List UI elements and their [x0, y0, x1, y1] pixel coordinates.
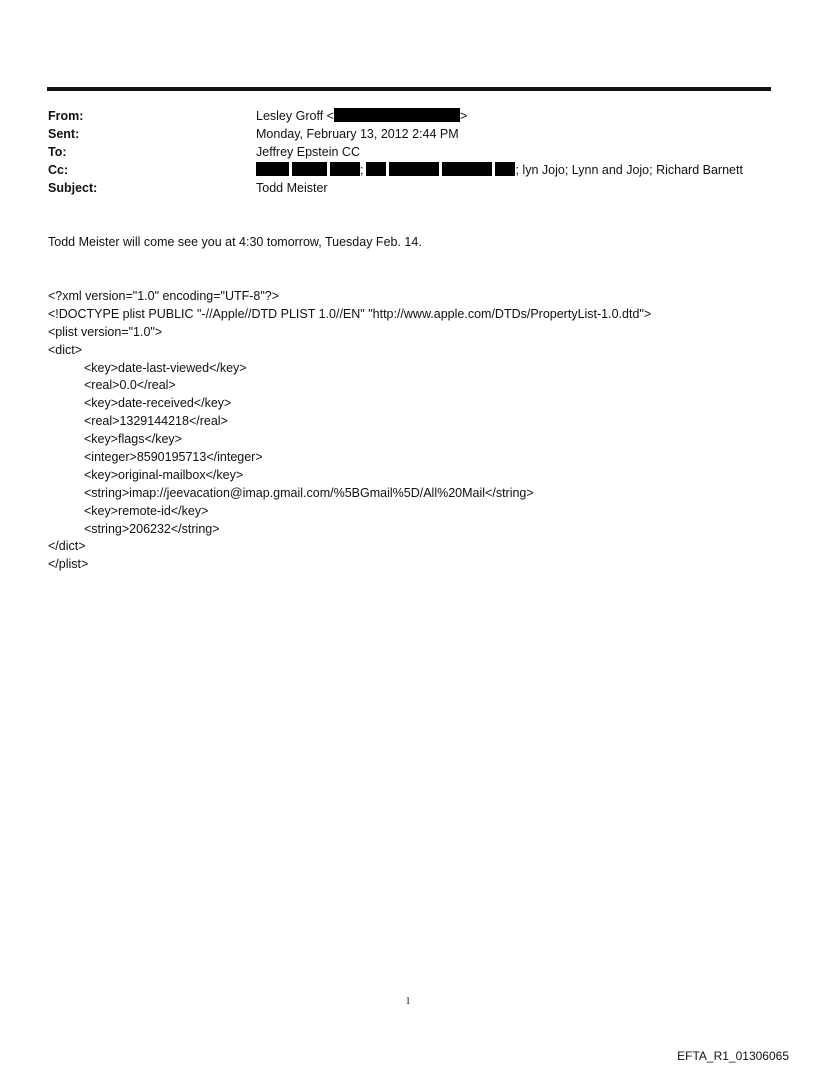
sent-label: Sent: — [48, 127, 80, 141]
cc-recipients-tail: ; lyn Jojo; Lynn and Jojo; Richard Barnett — [515, 163, 743, 177]
plist-line: <integer>8590195713</integer> — [84, 450, 263, 465]
subject-row — [48, 179, 778, 197]
plist-line: </dict> — [48, 539, 86, 554]
sent-row — [48, 125, 778, 143]
document-id: EFTA_R1_01306065 — [677, 1049, 789, 1063]
plist-block — [48, 288, 651, 574]
from-close: > — [459, 109, 468, 123]
plist-line: </plist> — [48, 557, 89, 572]
plist-line: <key>original-mailbox</key> — [84, 467, 244, 482]
redaction-box — [366, 162, 386, 176]
redaction-box — [389, 162, 439, 176]
from-row — [48, 107, 778, 125]
cc-value — [256, 161, 743, 179]
from-label: From: — [48, 109, 84, 123]
plist-line: <?xml version="1.0" encoding="UTF-8"?> — [48, 289, 280, 303]
plist-line: <key>date-last-viewed</key> — [84, 360, 247, 375]
plist-line: <!DOCTYPE plist PUBLIC "-//Apple//DTD PLIST 1.0//EN" "http://www.apple.com/DTDs/PropertyList-1.0.dtd"> — [48, 306, 652, 321]
page-number: 1 — [405, 996, 411, 1007]
plist-line: <key>date-received</key> — [84, 396, 232, 411]
redaction-box — [330, 162, 360, 176]
plist-line: <string>206232</string> — [84, 521, 220, 536]
plist-line: <key>flags</key> — [84, 432, 182, 447]
to-row — [48, 143, 778, 161]
plist-line: <real>1329144218</real> — [84, 414, 228, 429]
redaction-box — [292, 162, 327, 176]
cc-label: Cc: — [48, 163, 69, 177]
plist-line: <dict> — [48, 342, 83, 357]
redaction-box — [442, 162, 492, 176]
cc-row — [48, 161, 778, 179]
redaction-box — [256, 162, 289, 176]
message-body: Todd Meister will come see you at 4:30 tomorrow, Tuesday Feb. 14. — [48, 235, 422, 249]
email-header — [48, 107, 778, 197]
plist-line: <key>remote-id</key> — [84, 503, 209, 518]
plist-line: <string>imap://jeevacation@imap.gmail.com/%5BGmail%5D/All%20Mail</string> — [84, 485, 534, 500]
plist-line: <plist version="1.0"> — [48, 324, 163, 339]
from-name: Lesley Groff < — [256, 109, 334, 123]
subject-label: Subject: — [48, 181, 98, 195]
header-divider — [47, 87, 771, 91]
to-value: Jeffrey Epstein CC — [256, 145, 360, 159]
redaction-box — [334, 108, 460, 122]
sent-value: Monday, February 13, 2012 2:44 PM — [256, 127, 459, 141]
subject-value: Todd Meister — [256, 181, 328, 195]
to-label: To: — [48, 145, 67, 159]
plist-line: <real>0.0</real> — [84, 378, 176, 393]
from-value — [256, 107, 467, 125]
redaction-box — [495, 162, 515, 176]
cc-separator: ; — [360, 163, 364, 177]
